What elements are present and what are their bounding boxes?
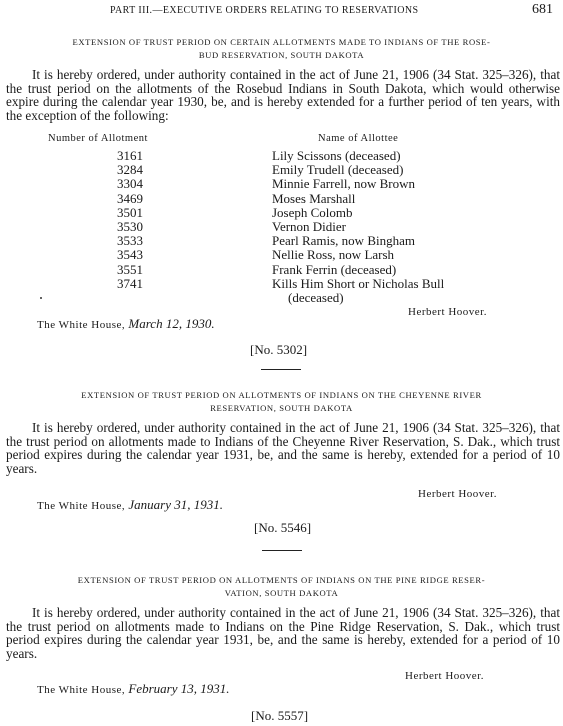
section-title-line: EXTENSION OF TRUST PERIOD ON ALLOTMENTS OF INDIANS ON THE CHEYENNE RIVER — [81, 390, 482, 400]
section-title — [6, 389, 557, 415]
order-text: It is hereby ordered, under authority contained in the act of June 21, 1906 (34 Stat. 325–326), that the trust period on allotments made to Indians on the Pine Ridge Reservation, S. Dak., which trust period expires during the calendar year 1931, be, and the same is hereby, extended for a period of 10 years. — [6, 605, 560, 661]
section-title — [6, 574, 557, 600]
allotment-number: 3161 — [117, 148, 143, 163]
place-name: The White House, — [37, 319, 126, 331]
signer-name: Herbert Hoover. — [408, 306, 487, 318]
document-number: [No. 5302] — [250, 342, 308, 357]
order-text: It is hereby ordered, under authority contained in the act of June 21, 1906 (34 Stat. 325–326), that the trust period on allotments made to Indians of the Cheyenne River Reservation, S. Dak., which trust period expires during the calendar year 1931, be, and the same is hereby, extended for a period of 10 years. — [6, 420, 560, 476]
allottee-name-continuation: (deceased) — [288, 290, 344, 306]
signing-place — [37, 681, 230, 697]
allotment-number: 3741 — [117, 275, 143, 291]
section-divider — [261, 369, 301, 370]
allotment-number: 3533 — [117, 233, 143, 249]
allotment-number: 3501 — [117, 204, 143, 220]
order-paragraph — [6, 606, 560, 660]
order-paragraph — [6, 68, 560, 122]
place-name: The White House, — [37, 500, 126, 512]
signing-date: January 31, 1931. — [128, 497, 223, 512]
section-title — [6, 36, 557, 62]
allottee-name: Lily Scissons (deceased) — [272, 148, 401, 163]
allottee-name: Joseph Colomb — [272, 204, 353, 220]
allottee-name: Minnie Farrell, now Brown — [272, 176, 415, 192]
signing-date: March 12, 1930. — [128, 316, 215, 331]
running-header: PART III.—EXECUTIVE ORDERS RELATING TO RESERVATIONS — [110, 5, 419, 16]
column-header-number: Number of Allotment — [48, 133, 148, 144]
allotment-number: 3543 — [117, 247, 143, 263]
page-number: 681 — [532, 2, 553, 17]
signing-date: February 13, 1931. — [128, 681, 230, 696]
allotment-number: 3551 — [117, 261, 143, 277]
section-title-line: EXTENSION OF TRUST PERIOD ON ALLOTMENTS OF INDIANS ON THE PINE RIDGE RESER- — [77, 575, 486, 585]
allottee-name-list — [272, 149, 444, 305]
order-text: It is hereby ordered, under authority contained in the act of June 21, 1906 (34 Stat. 325–326), that the trust period on the allotments of the Rosebud Indians in South Dakota, which would otherwise expire during the calendar year 1930, be, and is hereby extended for a further period of ten years, with the exception of the following: — [6, 67, 560, 123]
allotment-number: 3284 — [117, 162, 143, 178]
signing-place — [37, 497, 223, 513]
allottee-name: Emily Trudell (deceased) — [272, 162, 404, 178]
allotment-number: 3304 — [117, 176, 143, 192]
allottee-name: Kills Him Short or Nicholas Bull — [272, 275, 445, 291]
section-title-line: RESERVATION, SOUTH DAKOTA — [210, 403, 353, 413]
allottee-name: Frank Ferrin (deceased) — [272, 261, 397, 277]
document-number: [No. 5546] — [254, 520, 312, 535]
signer-name: Herbert Hoover. — [418, 488, 497, 500]
place-name: The White House, — [37, 684, 126, 696]
section-title-line: EXTENSION OF TRUST PERIOD ON CERTAIN ALLOTMENTS MADE TO INDIANS OF THE ROSE- — [72, 37, 491, 47]
section-divider — [262, 550, 302, 551]
allottee-name: Vernon Didier — [272, 219, 347, 235]
section-title-line: VATION, SOUTH DAKOTA — [224, 588, 339, 598]
allotment-number-list — [117, 149, 143, 291]
signing-place — [37, 316, 215, 332]
allottee-name: Pearl Ramis, now Bingham — [272, 233, 415, 249]
allotment-number: 3530 — [117, 219, 143, 235]
column-header-name: Name of Allottee — [318, 133, 399, 144]
document-number: [No. 5557] — [251, 708, 309, 723]
allottee-name: Moses Marshall — [272, 190, 356, 206]
section-title-line: BUD RESERVATION, SOUTH DAKOTA — [198, 50, 365, 60]
print-speck — [40, 297, 42, 299]
signer-name: Herbert Hoover. — [405, 670, 484, 682]
order-paragraph — [6, 421, 560, 475]
allottee-name: Nellie Ross, now Larsh — [272, 247, 395, 263]
allotment-number: 3469 — [117, 190, 143, 206]
